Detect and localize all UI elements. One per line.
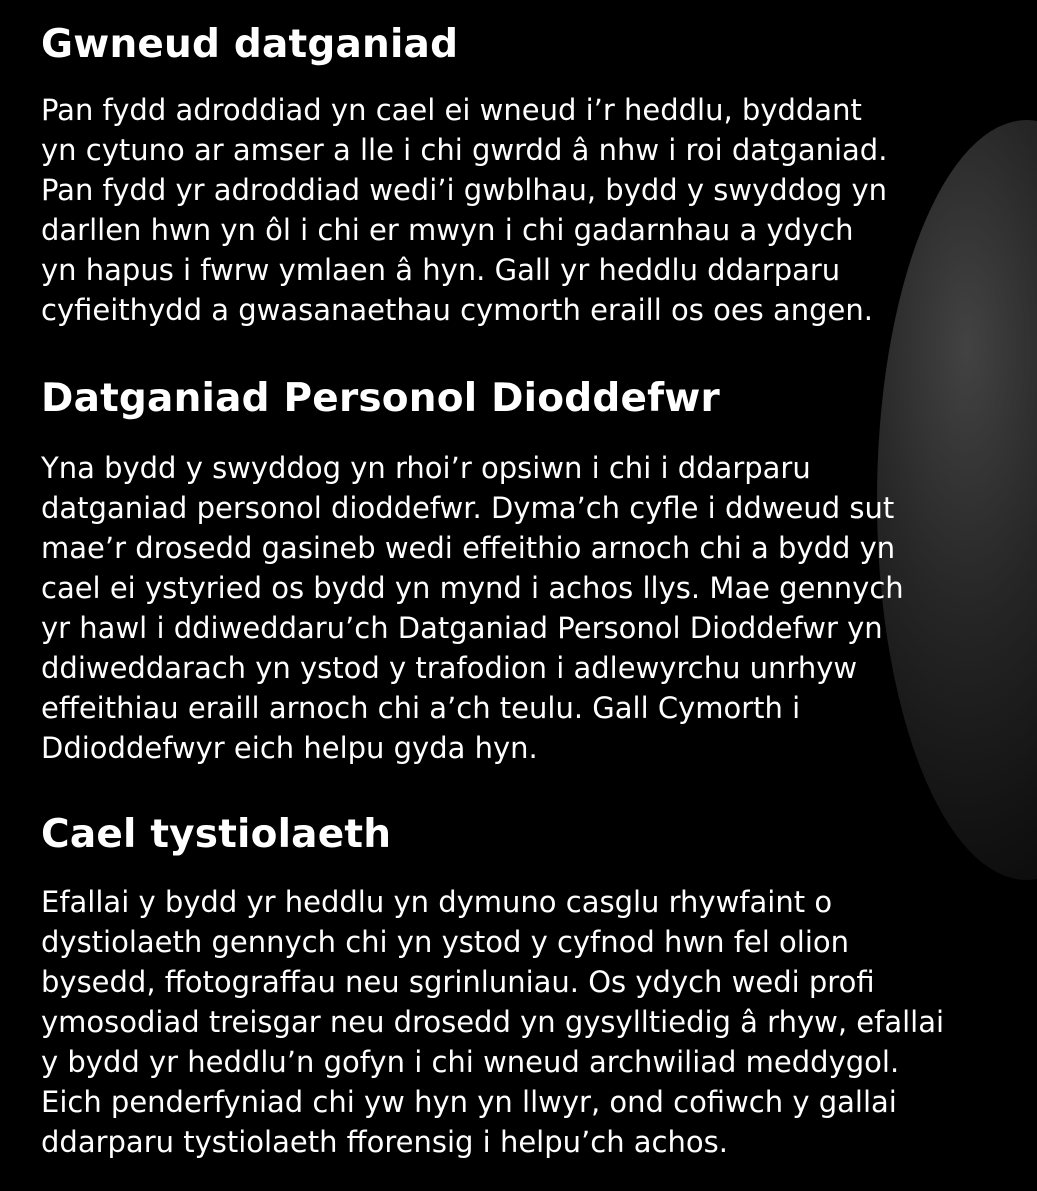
section-heading: Datganiad Personol Dioddefwr (41, 376, 720, 421)
section-heading: Gwneud datganiad (41, 22, 459, 67)
section-gathering-evidence (41, 812, 1001, 1162)
section-heading: Cael tystiolaeth (41, 812, 392, 857)
section-body: Pan fydd adroddiad yn cael ei wneud i’r heddlu, byddant yn cytuno ar amser a lle i chi gwrdd â nhw i roi datganiad. Pan fydd yr adroddiad wedi’i gwblhau, bydd y swyddog yn darllen hwn yn ôl i chi er mwyn i chi gadarnhau a ydych yn hapus i fwrw ymlaen â hyn. Gall yr heddlu ddarparu cyfieithydd a gwasanaethau cymorth eraill os oes angen. (41, 93, 888, 327)
section-making-statement (41, 22, 1001, 330)
section-body: Yna bydd y swyddog yn rhoi’r opsiwn i chi i ddarparu datganiad personol dioddefwr. Dyma’ch cyfle i ddweud sut mae’r drosedd gasineb wedi effeithio arnoch chi a bydd yn cael ei ystyried os bydd yn mynd i achos llys. Mae gennych yr hawl i ddiweddaru’ch Datganiad Personol Dioddefwr yn ddiweddarach yn ystod y trafodion i adlewyrchu unrhyw effeithiau eraill arnoch chi a’ch teulu. Gall Cymorth i Ddioddefwyr eich helpu gyda hyn. (41, 451, 904, 765)
document-page (41, 22, 1001, 1162)
section-body: Efallai y bydd yr heddlu yn dymuno casglu rhywfaint o dystiolaeth gennych chi yn ystod y cyfnod hwn fel olion bysedd, ffotograffau neu sgrinluniau. Os ydych wedi profi ymosodiad treisgar neu drosedd yn gysylltiedig â rhyw, efallai y bydd yr heddlu’n gofyn i chi wneud archwiliad meddygol. Eich penderfyniad chi yw hyn yn llwyr, ond cofiwch y gallai ddarparu tystiolaeth fforensig i helpu’ch achos. (41, 885, 945, 1159)
section-victim-personal-statement (41, 376, 1001, 768)
